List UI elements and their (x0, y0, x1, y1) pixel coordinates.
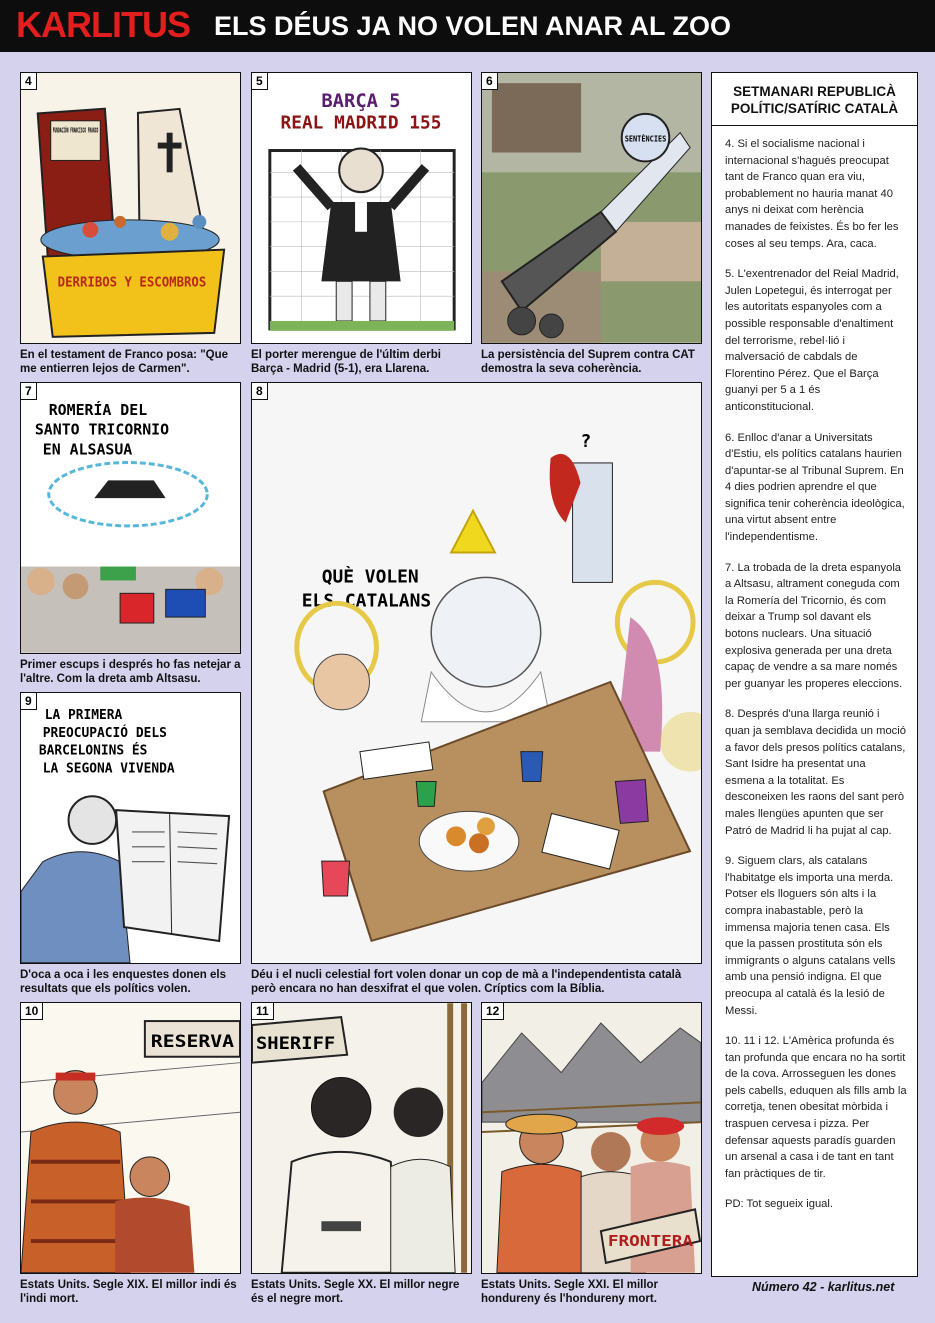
panel-12-illustration (482, 1003, 701, 1273)
border-sign: FRONTERA (607, 1232, 694, 1251)
reservation-sign: RESERVA (150, 1030, 235, 1051)
headline-line-2: PREOCUPACIÓ DELS (42, 725, 167, 741)
comic-panel-7 (20, 382, 241, 654)
panel-7-caption: Primer escups i després ho fas netejar a l'altre. Com la dreta amb Altsasu. (20, 659, 241, 685)
sheriff-sign: SHERIFF (255, 1032, 336, 1053)
panel-4-illustration (21, 73, 240, 343)
panel-8-caption: Déu i el nucli celestial fort volen donar un cop de mà a l'independentista català però encara no han desxifrat el que volen. Críptics com la Bíblia. (251, 969, 682, 995)
sidebar-paragraph: PD: Tot segueix igual. (725, 1198, 834, 1211)
panel-4-caption: En el testament de Franco posa: "Que me entierren lejos de Carmen". (20, 349, 229, 375)
comic-panel-9 (20, 692, 241, 964)
headline-line-4: LA SEGONA VIVENDA (42, 761, 175, 777)
panel-5-caption: El porter merengue de l'últim derbi Barça - Madrid (5-1), era Llarena. (251, 349, 441, 375)
comic-panel-10 (20, 1002, 241, 1274)
romeria-line-2: SANTO TRICORNIO (34, 420, 170, 439)
skip-label: DERRIBOS Y ESCOMBROS (57, 275, 207, 291)
comic-panel-5 (251, 72, 472, 344)
comic-panel-6 (481, 72, 702, 344)
sidebar-title: SETMANARI REPUBLICÀ POLÍTIC/SATÍRIC CATALÀ (730, 84, 899, 116)
issue-footer[interactable]: Número 42 - karlitus.net (752, 1280, 895, 1294)
comic-panel-4 (20, 72, 241, 344)
thought-line-1: QUÈ VOLEN (321, 566, 419, 588)
panel-number: 8 (252, 383, 268, 400)
sidebar-paragraph: 9. Siguem clars, als catalans l'habitatge els importa una merda. Potser els lloguers són alts i la compra inabastable, però la immensa majoria tenen casa. Els que la passen prostituta són els immigrants o alguns catalans vells amb una pensió indigna. El que preocupa al català és la lesió de Messi. (725, 855, 896, 1017)
comic-panel-11 (251, 1002, 472, 1274)
sidebar-paragraph: 8. Després d'una llarga reunió i quan ja semblava decidida un moció a favor dels presos polítics catalans, Sant Isidre ha presentat una esmena a la totalitat. Es desconeixen les raons del sant però males llengües apunten que ser Patró de Madrid li ha pujat al cap. (725, 708, 906, 837)
panel-7-illustration (21, 383, 240, 653)
panel-number: 6 (482, 73, 498, 90)
romeria-line-3: EN ALSASUA (42, 440, 133, 459)
ball-label: SENTÈNCIES (624, 134, 673, 144)
headline-line-1: LA PRIMERA (44, 707, 123, 723)
page-title: ELS DÉUS JA NO VOLEN ANAR AL ZOO (214, 11, 732, 41)
panel-10-caption: Estats Units. Segle XIX. El millor indi és l'indi mort. (20, 1279, 237, 1305)
romeria-line-1: ROMERÍA DEL (48, 400, 148, 419)
panel-9-caption: D'oca a oca i les enquestes donen els resultats que els polítics volen. (20, 969, 226, 995)
panel-6-caption: La persistència del Suprem contra CAT demostra la seva coherència. (481, 349, 695, 375)
sidebar-paragraph: 5. L'exentrenador del Reial Madrid, Julen Lopetegui, és interrogat per les autoritats espanyoles com a possible responsable d'enaltiment del terrorisme, rebel·lió i malversació de cabdals de Florentino Pérez. Que el Barça guanyi per 5 a 1 és anticonstitucional. (725, 268, 899, 413)
comic-panel-12 (481, 1002, 702, 1274)
panel-number: 9 (21, 693, 37, 710)
panel-number: 7 (21, 383, 37, 400)
panel-number: 5 (252, 73, 268, 90)
question-mark: ? (580, 431, 592, 453)
panel-9-illustration (21, 693, 240, 963)
panel-8-illustration (252, 383, 701, 963)
header-bar (0, 0, 935, 52)
sidebar-paragraph: 4. Si el socialisme nacional i internacional s'hagués preocupat tant de Franco quan era viu, probablement no hauria manat 40 anys ni deixat com herència manades de feixistes. És bo fer les coses al seu temps. Ara, caca. (725, 138, 899, 250)
foundation-label (53, 126, 99, 135)
panel-number: 11 (252, 1003, 274, 1020)
panel-number: 12 (482, 1003, 504, 1020)
comic-panel-8 (251, 382, 702, 964)
panel-11-illustration (252, 1003, 471, 1273)
score-line-1: BARÇA 5 (321, 90, 401, 112)
sidebar-paragraph: 6. Enlloc d'anar a Universitats d'Estiu, els polítics catalans haurien d'apuntar-se al Tribunal Suprem. En 4 dies podrien aprendre el que significa tenir coherència ideològica, una virtut absent entre l'independentisme. (725, 431, 905, 544)
panel-6-illustration (482, 73, 701, 343)
panel-number: 10 (21, 1003, 43, 1020)
panel-10-illustration (21, 1003, 240, 1273)
score-line-2: REAL MADRID 155 (280, 112, 442, 134)
sidebar-body (712, 126, 917, 1213)
brand-logo[interactable]: KARLITUS (16, 4, 190, 45)
editorial-sidebar (711, 72, 918, 1277)
sidebar-paragraph: 10. 11 i 12. L'Amèrica profunda és tan profunda que encara no ha sortit de la cova. Arrosseguen les dones pels cabells, eduquen als fills amb la corretja, tenen obesitat mòrbida i traspuen cervesa i pizza. Per defensar aquests paradís guarden un arsenal a casa i de tant en tant fan pràctiques de tir. (725, 1035, 907, 1180)
panel-11-caption: Estats Units. Segle XX. El millor negre és el negre mort. (251, 1279, 460, 1305)
panel-number: 4 (21, 73, 37, 90)
headline-line-3: BARCELONINS ÉS (38, 743, 148, 759)
panel-12-caption: Estats Units. Segle XXI. El millor hondureny és l'hondureny mort. (481, 1279, 659, 1305)
panel-5-illustration (252, 73, 471, 343)
thought-line-2: ELS CATALANS (301, 590, 432, 612)
sidebar-paragraph: 7. La trobada de la dreta espanyola a Altsasu, altrament coneguda com la Romería del Tricornio, és com deixar a Trump sol davant els botons nuclears. Una situació explosiva generada per una dreta capaç de vendre a sa mare només per guanyar les properes eleccions. (725, 561, 903, 690)
